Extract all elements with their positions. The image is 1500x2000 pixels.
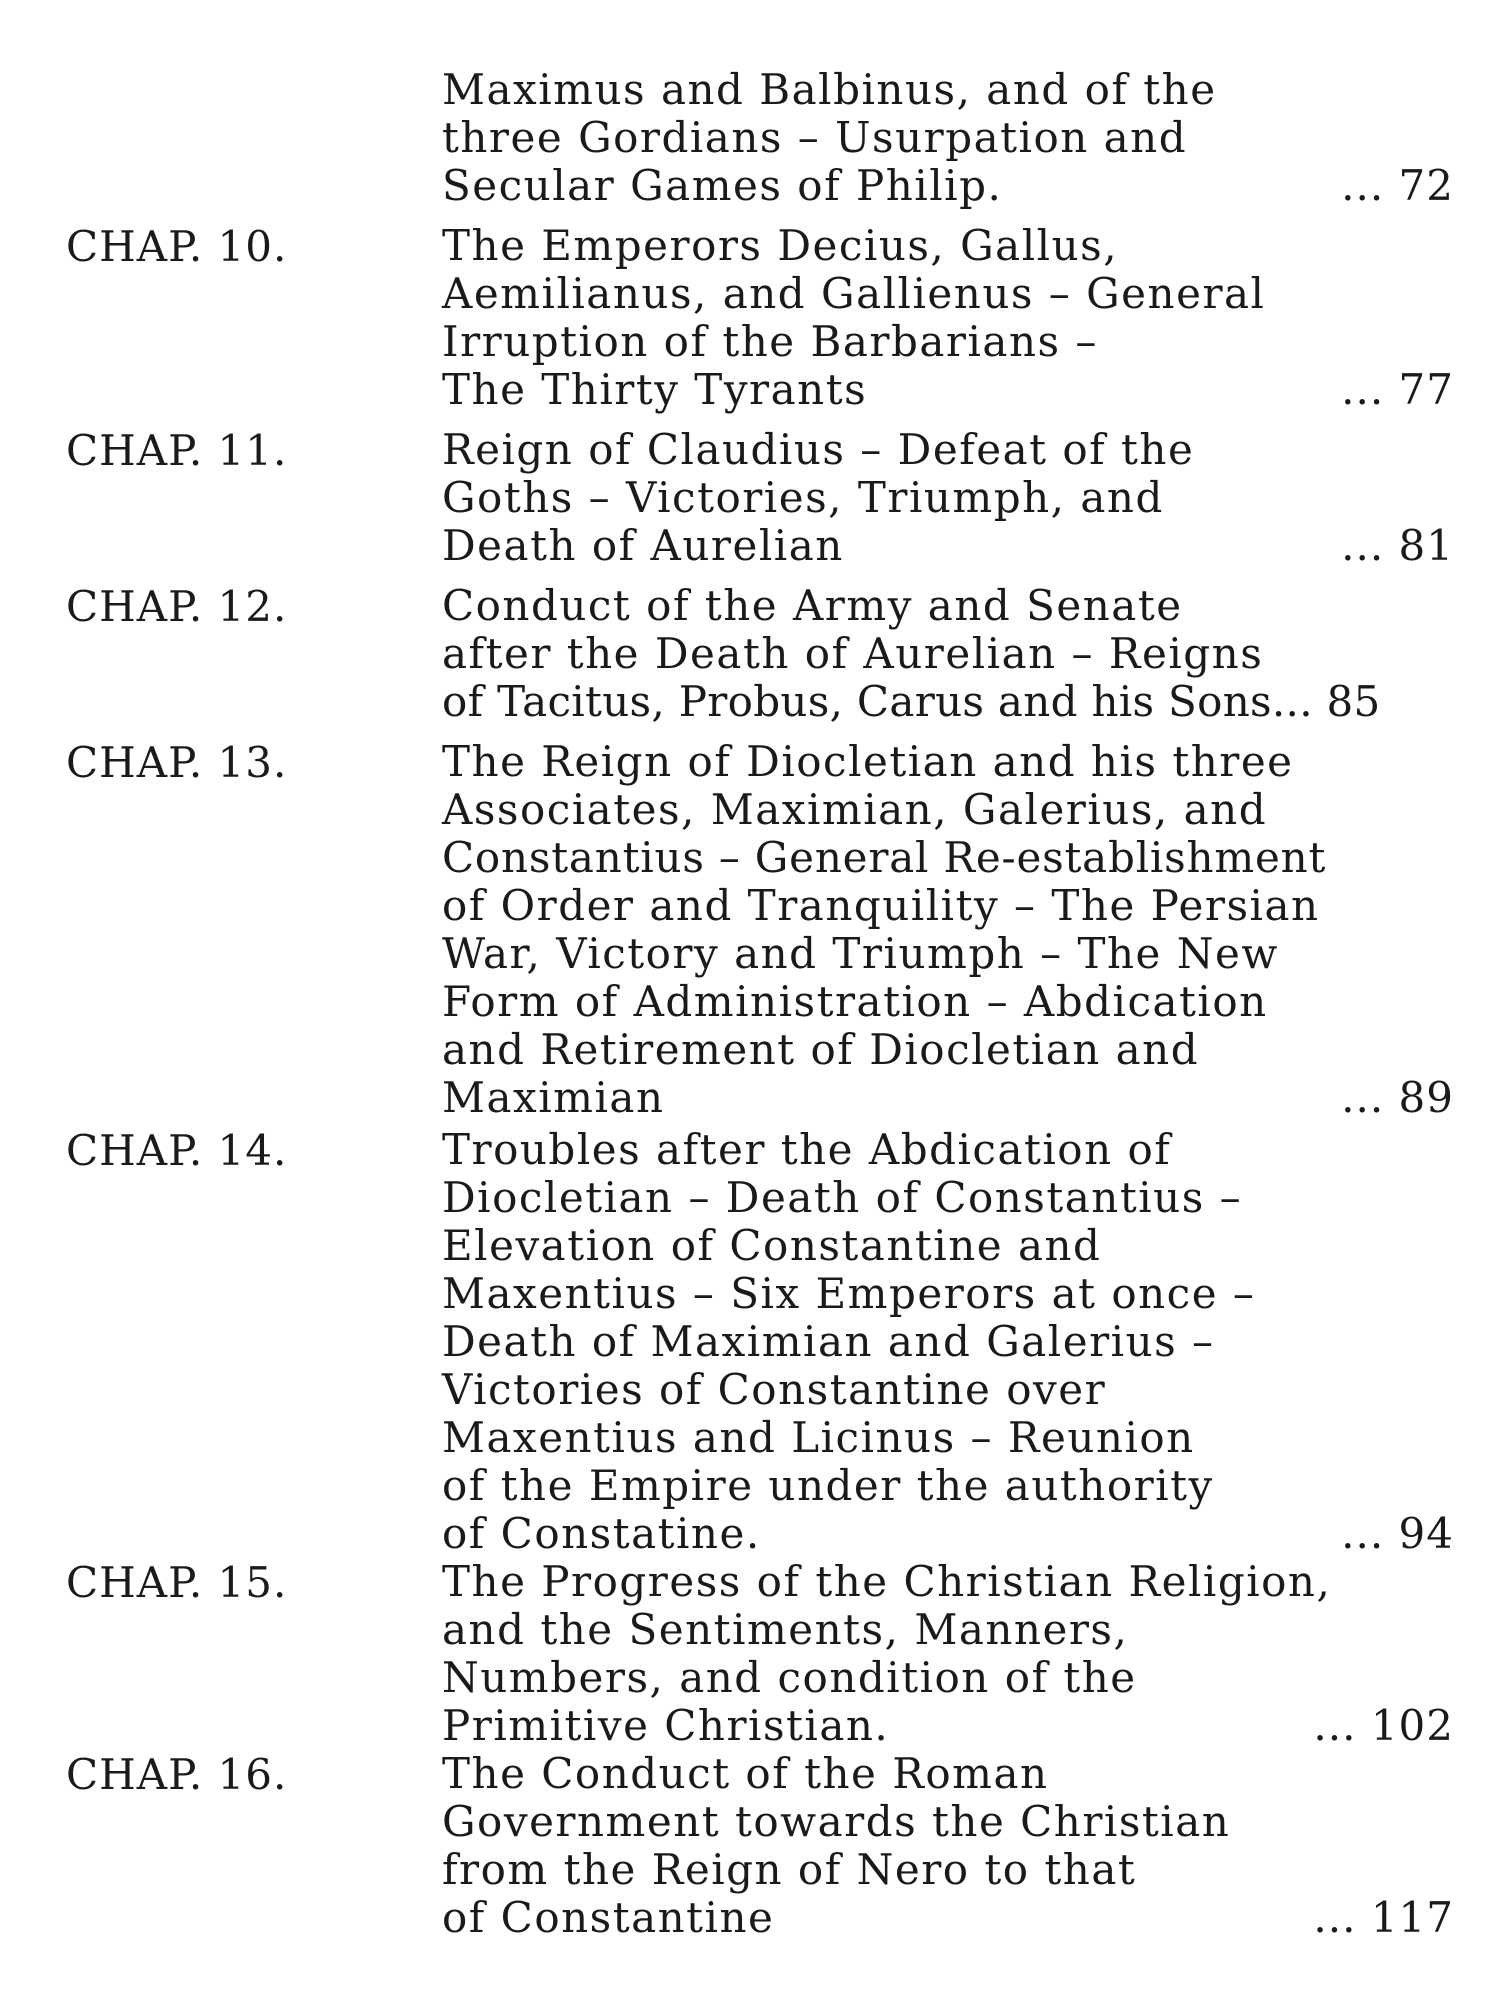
description-line: Troubles after the Abdication of: [442, 1125, 1172, 1174]
description-line: of Tacitus, Probus, Carus and his Sons... 85: [442, 677, 1381, 726]
description-line: of Order and Tranquility – The Persian: [442, 881, 1320, 930]
description-line: Primitive Christian.: [442, 1701, 890, 1750]
chapter-description: [442, 738, 1462, 1122]
description-line: Maximus and Balbinus, and of the: [442, 65, 1217, 114]
description-line: Maxentius and Licinus – Reunion: [442, 1413, 1195, 1462]
chapter-label: CHAP. 13.: [66, 738, 288, 787]
description-line: Death of Maximian and Galerius –: [442, 1317, 1215, 1366]
description-line: War, Victory and Triumph – The New: [442, 929, 1279, 978]
description-line: Form of Administration – Abdication: [442, 977, 1268, 1026]
chapter-label: CHAP. 14.: [66, 1126, 288, 1175]
description-line: Secular Games of Philip.: [442, 161, 1003, 210]
description-line: The Conduct of the Roman: [442, 1749, 1049, 1798]
description-line: The Progress of the Christian Religion,: [442, 1557, 1332, 1606]
chapter-description: [442, 1126, 1462, 1558]
chapter-label: CHAP. 10.: [66, 222, 288, 271]
description-line: Aemilianus, and Gallienus – General: [442, 269, 1266, 318]
description-line: Irruption of the Barbarians –: [442, 317, 1098, 366]
chapter-label: CHAP. 16.: [66, 1750, 288, 1799]
description-line: Maxentius – Six Emperors at once –: [442, 1269, 1256, 1318]
description-line: Diocletian – Death of Constantius –: [442, 1173, 1243, 1222]
description-line: of the Empire under the authority: [442, 1461, 1214, 1510]
chapter-description: [442, 222, 1462, 414]
chapter-description: [442, 1750, 1462, 1942]
description-line: from the Reign of Nero to that: [442, 1845, 1137, 1894]
description-line: three Gordians – Usurpation and: [442, 113, 1188, 162]
chapter-label: CHAP. 15.: [66, 1558, 288, 1607]
description-line: Victories of Constantine over: [442, 1365, 1107, 1414]
description-line: of Constatine.: [442, 1509, 761, 1558]
page-number: ... 117: [1313, 1893, 1454, 1942]
chapter-label: CHAP. 12.: [66, 582, 288, 631]
description-line: Goths – Victories, Triumph, and: [442, 473, 1164, 522]
page-number: ... 89: [1341, 1073, 1454, 1122]
page-number: ... 94: [1341, 1509, 1454, 1558]
description-line: of Constantine: [442, 1893, 775, 1942]
description-line: The Thirty Tyrants: [442, 365, 868, 414]
description-line: Elevation of Constantine and: [442, 1221, 1102, 1270]
description-line: Reign of Claudius – Defeat of the: [442, 425, 1195, 474]
description-line: Constantius – General Re-establishment: [442, 833, 1327, 882]
chapter-description: [442, 1558, 1462, 1750]
description-line: Associates, Maximian, Galerius, and: [442, 785, 1268, 834]
description-line: and the Sentiments, Manners,: [442, 1605, 1129, 1654]
description-line: The Reign of Diocletian and his three: [442, 737, 1294, 786]
description-line: after the Death of Aurelian – Reigns: [442, 629, 1264, 678]
page-number: ... 81: [1341, 521, 1454, 570]
page-number: ... 72: [1341, 161, 1454, 210]
chapter-label: CHAP. 11.: [66, 426, 288, 475]
chapter-description: [442, 426, 1462, 570]
description-line: Conduct of the Army and Senate: [442, 581, 1183, 630]
description-line: Numbers, and condition of the: [442, 1653, 1137, 1702]
description-line: and Retirement of Diocletian and: [442, 1025, 1200, 1074]
description-line: Maximian: [442, 1073, 665, 1122]
description-line: Government towards the Christian: [442, 1797, 1231, 1846]
page-number: ... 102: [1313, 1701, 1454, 1750]
chapter-description: [442, 582, 1462, 726]
description-line: The Emperors Decius, Gallus,: [442, 221, 1119, 270]
description-line: Death of Aurelian: [442, 521, 844, 570]
page-number: ... 77: [1341, 365, 1454, 414]
chapter-description: [442, 66, 1462, 210]
